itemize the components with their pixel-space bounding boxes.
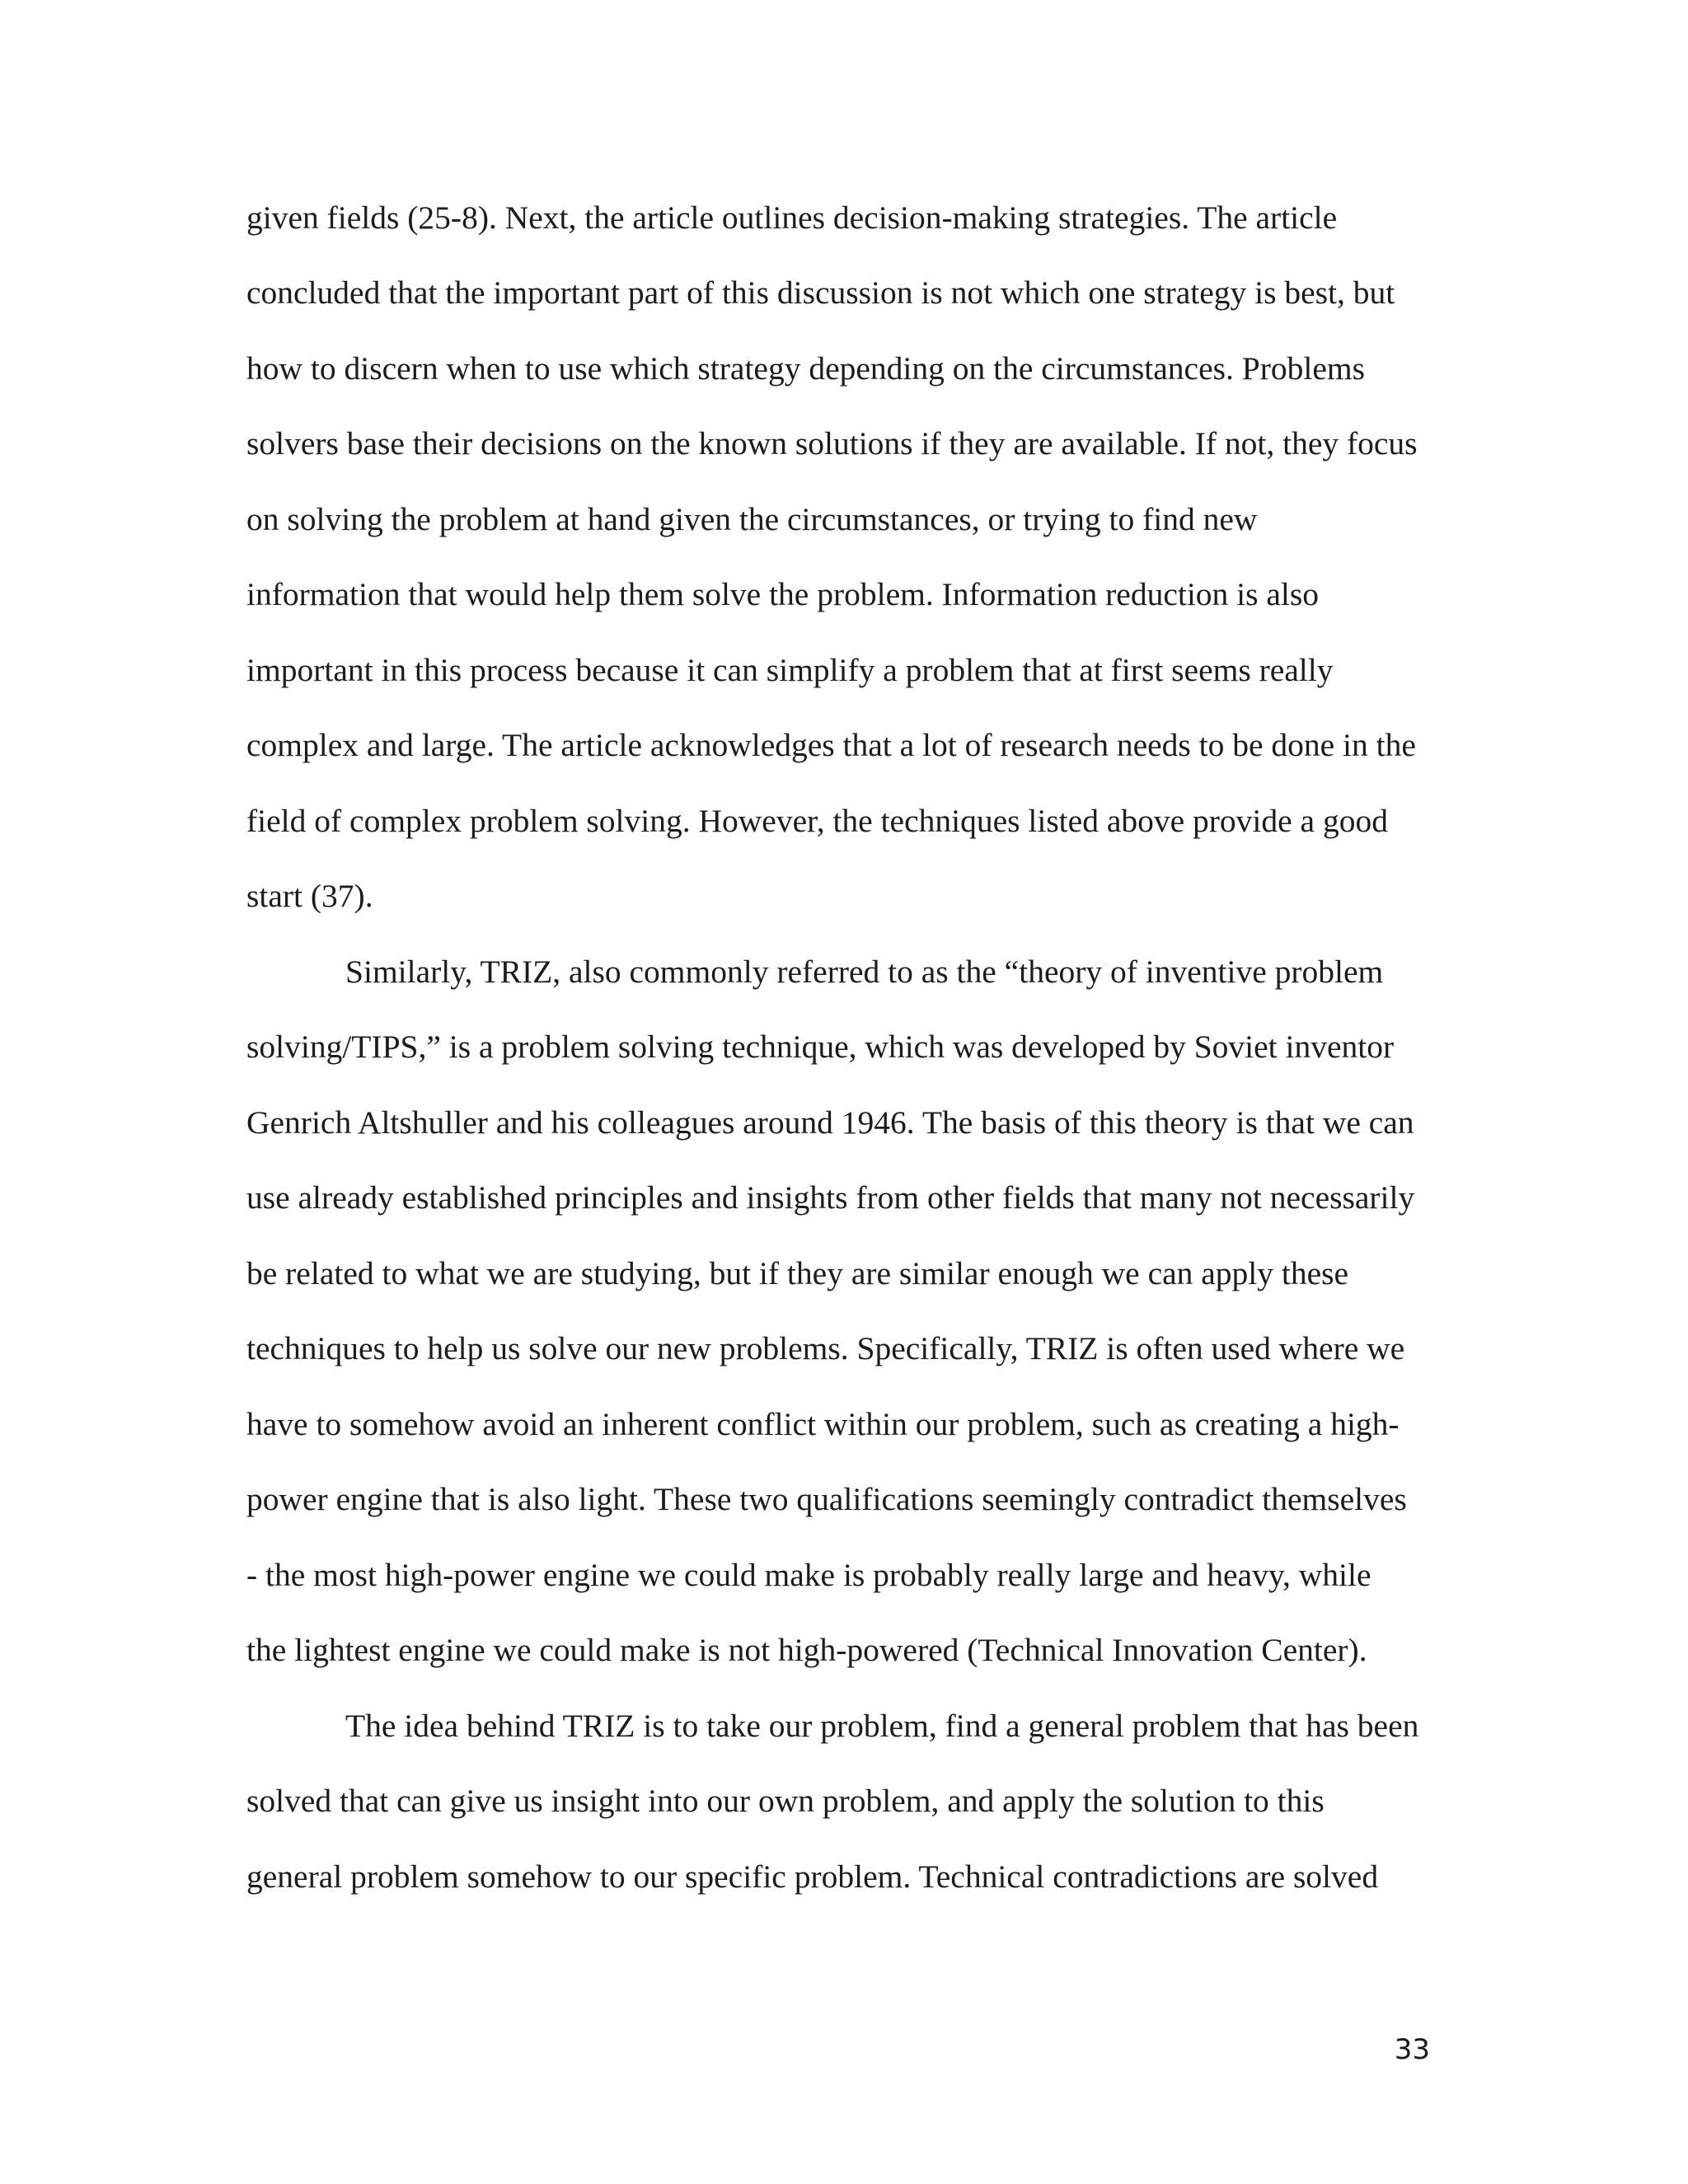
text-line: solved that can give us insight into our own problem, and apply the solution to this (246, 1783, 1325, 1819)
text-line: the lightest engine we could make is not high-powered (Technical Innovation Center). (246, 1632, 1367, 1668)
text-line: start (37). (246, 878, 373, 914)
text-line: given fields (25-8). Next, the article outlines decision-making strategies. The article (246, 199, 1338, 236)
text-line: complex and large. The article acknowledges that a lot of research needs to be done in the (246, 727, 1416, 763)
paragraph-first-line: Similarly, TRIZ, also commonly referred to as the “theory of inventive problem (345, 954, 1384, 990)
text-line: be related to what we are studying, but if they are similar enough we can apply these (246, 1255, 1349, 1291)
paragraph-first-line: The idea behind TRIZ is to take our problem, find a general problem that has been (345, 1708, 1419, 1744)
text-line: information that would help them solve the problem. Information reduction is also (246, 576, 1320, 612)
page-number: 33 (1394, 2033, 1430, 2066)
text-line: techniques to help us solve our new problems. Specifically, TRIZ is often used where we (246, 1330, 1405, 1366)
text-line: concluded that the important part of this discussion is not which one strategy is best, but (246, 274, 1395, 311)
text-line: solving/TIPS,” is a problem solving technique, which was developed by Soviet inventor (246, 1029, 1395, 1065)
text-line: use already established principles and insights from other fields that many not necessarily (246, 1179, 1415, 1216)
text-line: power engine that is also light. These two qualifications seemingly contradict themselves (246, 1481, 1407, 1517)
text-line: important in this process because it can simplify a problem that at first seems really (246, 652, 1334, 688)
text-line: have to somehow avoid an inherent conflict within our problem, such as creating a high- (246, 1406, 1400, 1442)
text-line: on solving the problem at hand given the circumstances, or trying to find new (246, 501, 1258, 537)
text-line: field of complex problem solving. However, the techniques listed above provide a good (246, 803, 1388, 839)
text-line: solvers base their decisions on the known solutions if they are available. If not, they focus (246, 425, 1418, 462)
text-line: general problem somehow to our specific problem. Technical contradictions are solved (246, 1858, 1379, 1895)
text-line: how to discern when to use which strategy depending on the circumstances. Problems (246, 350, 1365, 387)
text-line: Genrich Altshuller and his colleagues around 1946. The basis of this theory is that we can (246, 1104, 1414, 1141)
text-line: - the most high-power engine we could make is probably really large and heavy, while (246, 1557, 1372, 1593)
